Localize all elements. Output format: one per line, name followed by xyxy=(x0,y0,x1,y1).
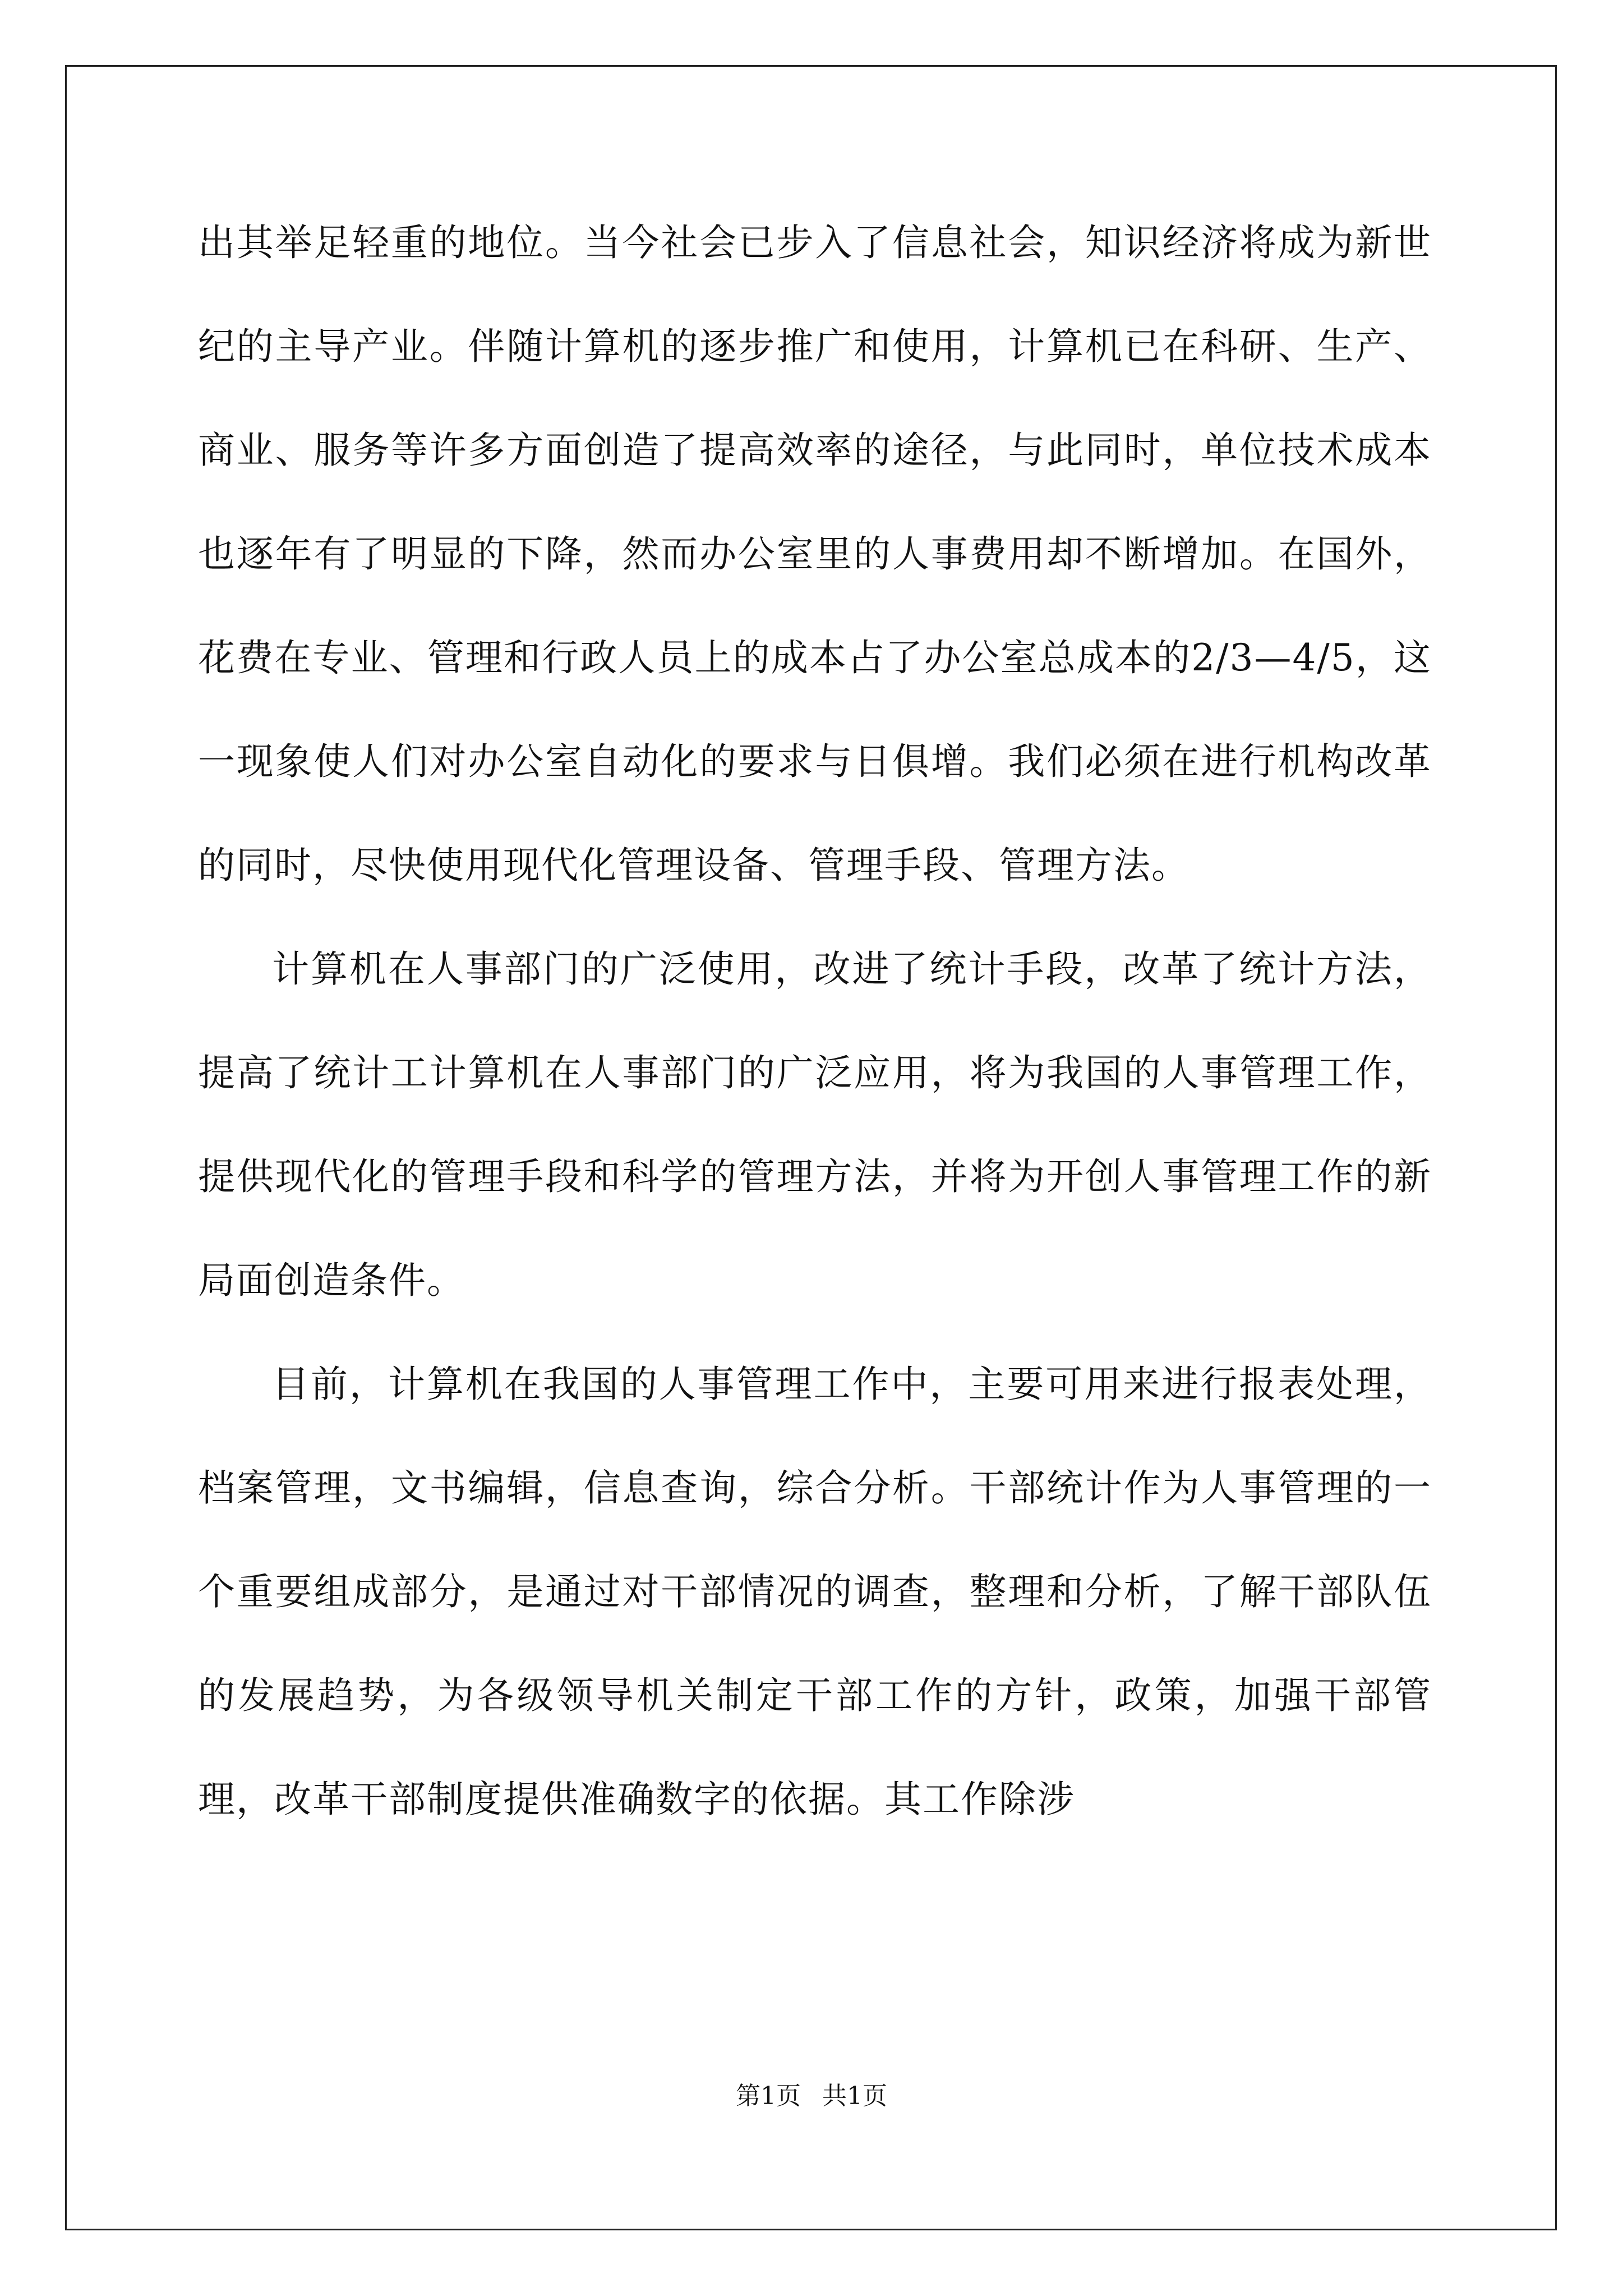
document-body xyxy=(198,191,1432,1851)
page-number-total: 共1页 xyxy=(822,2082,887,2110)
paragraph-2: 计算机在人事部门的广泛使用，改进了统计手段，改革了统计方法，提高了统计工计算机在人事部门的广泛应用，将为我国的人事管理工作，提供现代化的管理手段和科学的管理方法，并将为开创人事管理工作的新局面创造条件。 xyxy=(198,947,1432,1302)
page-number-current: 第1页 xyxy=(736,2082,801,2110)
page-footer xyxy=(0,2076,1623,2111)
paragraph-1: 出其举足轻重的地位。当今社会已步入了信息社会，知识经济将成为新世纪的主导产业。伴随计算机的逐步推广和使用，计算机已在科研、生产、商业、服务等许多方面创造了提高效率的途径，与此同时，单位技术成本也逐年有了明显的下降，然而办公室里的人事费用却不断增加。在国外，花费在专业、管理和行政人员上的成本占了办公室总成本的2/3—4/5，这一现象使人们对办公室自动化的要求与日俱增。我们必须在进行机构改革的同时，尽快使用现代化管理设备、管理手段、管理方法。 xyxy=(198,221,1432,887)
paragraph-3: 目前，计算机在我国的人事管理工作中，主要可用来进行报表处理，档案管理，文书编辑，信息查询，综合分析。干部统计作为人事管理的一个重要组成部分，是通过对干部情况的调查，整理和分析，了解干部队伍的发展趋势，为各级领导机关制定干部工作的方针，政策，加强干部管理，改革干部制度提供准确数字的依据。其工作除涉 xyxy=(198,1363,1432,1821)
